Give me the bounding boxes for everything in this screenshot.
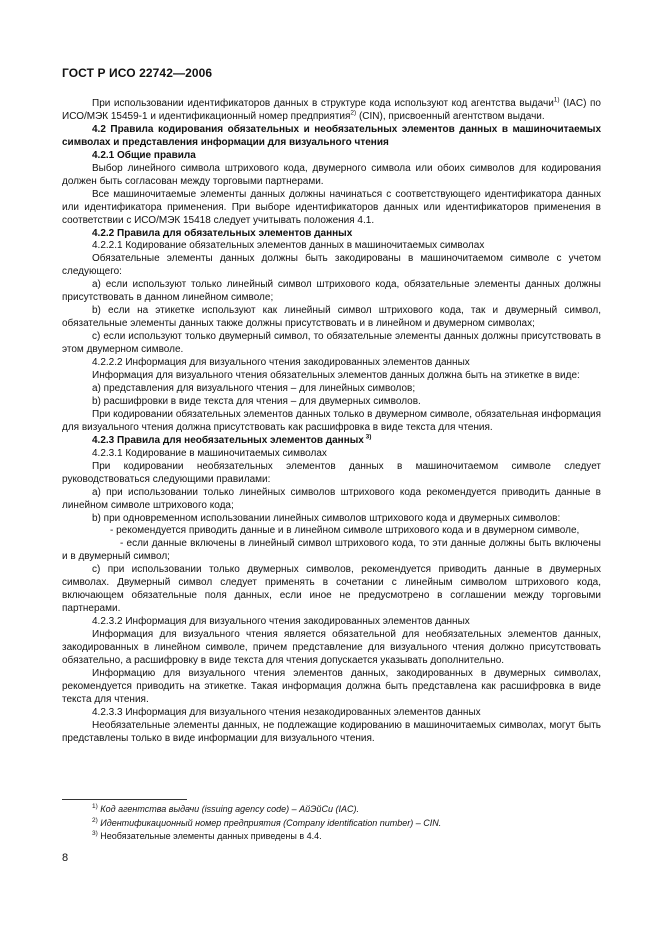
paragraph: [62, 370, 601, 383]
paragraph: [62, 305, 601, 331]
paragraph-text: (CIN), присвоенный агентством выдачи.: [356, 110, 545, 122]
paragraph: [62, 513, 601, 526]
paragraph-text: 4.2.1 Общие правила: [92, 149, 196, 161]
paragraph-text: - если данные включены в линейный символ штрихового кода, то эти данные должны быть включены и в двумерный символ;: [62, 538, 601, 563]
paragraph: [62, 163, 601, 189]
section-heading: [62, 228, 601, 241]
section-heading: [62, 124, 601, 150]
footnote: [92, 817, 441, 831]
paragraph-text: При кодировании обязательных элементов данных только в двумерном символе, обязательная информация для визуального чтения должна присутствовать как расшифровка в виде текста для чтения.: [62, 408, 601, 433]
footnote-ref: 2): [350, 109, 357, 117]
paragraph-text: 4.2.2.2 Информация для визуального чтения закодированных элементов данных: [92, 357, 470, 369]
paragraph: [62, 720, 601, 746]
paragraph: [62, 616, 601, 629]
section-heading: [62, 150, 601, 163]
paragraph: [62, 357, 601, 370]
paragraph-text: с) если используют только двумерный символ, то обязательные элементы данных должны присутствовать в этом двумерном символе.: [62, 331, 601, 356]
paragraph: [62, 487, 601, 513]
paragraph: [62, 253, 601, 279]
footnote: [92, 830, 441, 844]
paragraph-text: b) расшифровки в виде текста для чтения – для двумерных символов.: [92, 395, 421, 407]
paragraph: [62, 383, 601, 396]
paragraph: [62, 189, 601, 228]
paragraph-text: При кодировании необязательных элементов данных в машиночитаемом символе следует руководствоваться следующими правилами:: [62, 460, 601, 485]
paragraph: [62, 279, 601, 305]
paragraph-text: Обязательные элементы данных должны быть закодированы в машиночитаемом символе с учетом следующего:: [62, 253, 601, 278]
paragraph-text: Все машиночитаемые элементы данных должны начинаться с соответствующего идентификатора данных или идентификатора применения. При выборе идентификаторов данных или идентификаторов применения в соответствии с ИСО/МЭК 15418 следует учитывать положения 4.1.: [62, 188, 601, 226]
paragraph-text: 4.2.3.3 Информация для визуального чтения незакодированных элементов данных: [92, 706, 481, 718]
footnote-mark: 3): [92, 830, 98, 837]
paragraph-text: - рекомендуется приводить данные и в линейном символе штрихового кода и в двумерном символе,: [110, 525, 580, 537]
page-number: 8: [62, 852, 69, 864]
paragraph-text: 4.2.3.2 Информация для визуального чтения закодированных элементов данных: [92, 616, 470, 628]
paragraph: [62, 240, 601, 253]
paragraph-text: а) при использовании только линейных символов штрихового кода рекомендуется приводить данные в линейном символе штрихового кода;: [62, 486, 601, 511]
paragraph-text: b) при одновременном использовании линейных символов штрихового кода и двумерных символов:: [92, 512, 561, 524]
document-body: [62, 98, 601, 746]
paragraph-text: Выбор линейного символа штрихового кода, двумерного символа или обоих символов для кодирования должен быть согласован между торговыми партнерами.: [62, 162, 601, 187]
paragraph-text: При использовании идентификаторов данных в структуре кода используют код агентства выдачи: [92, 98, 554, 109]
footnote-mark: 1): [92, 803, 98, 810]
paragraph: [62, 538, 601, 564]
paragraph: [62, 564, 601, 616]
footnote-mark: 2): [92, 816, 98, 824]
paragraph: [62, 707, 601, 720]
paragraph: [62, 629, 601, 668]
footnote-ref: 1): [553, 96, 560, 104]
paragraph-text: 4.2.2.1 Кодирование обязательных элементов данных в машиночитаемых символах: [92, 240, 485, 252]
paragraph: [62, 668, 601, 707]
footnotes: [92, 803, 441, 844]
paragraph: [62, 396, 601, 409]
document-header: ГОСТ Р ИСО 22742—2006: [62, 66, 213, 80]
paragraph: [62, 525, 601, 538]
paragraph-text: (IAC) по ИСО/МЭК 15459-1 и идентификационный номер предприятия: [62, 98, 601, 122]
paragraph-text: 4.2.3.1 Кодирование в машиночитаемых символах: [92, 447, 327, 459]
section-heading: [62, 435, 601, 448]
paragraph: [62, 98, 601, 124]
paragraph: [62, 331, 601, 357]
paragraph: [62, 409, 601, 435]
paragraph-text: b) если на этикетке используют как линейный символ штрихового кода, так и двумерный символ, обязательные элементы данных также должны присутствовать и в линейном и двумерном символах;: [62, 305, 601, 330]
footnote-divider: [62, 799, 187, 800]
paragraph-text: а) если используют только линейный символ штрихового кода, обязательные элементы данных должны присутствовать в данном линейном символе;: [62, 279, 601, 304]
paragraph: [62, 448, 601, 461]
paragraph-text: с) при использовании только двумерных символов, рекомендуется приводить данные в двумерных символах. Двумерный символ следует применять в сочетании с линейным символом штрихового кода, включающем обязательные поля данных, если иное не предусмотрено в соглашении между торговыми партнерами.: [62, 564, 601, 615]
paragraph-text: Необязательные элементы данных, не подлежащие кодированию в машиночитаемых символах, могут быть представлены только в виде информации для визуального чтения.: [62, 719, 601, 744]
footnote-text: Код агентства выдачи (issuing agency code) – АйЭйСи (IAC).: [97, 804, 359, 814]
paragraph-text: 4.2.3 Правила для необязательных элементов данных: [92, 434, 364, 446]
paragraph-text: а) представления для визуального чтения – для линейных символов;: [92, 382, 416, 394]
paragraph-text: Информация для визуального чтения обязательных элементов данных должна быть на этикетке в виде:: [92, 370, 580, 382]
paragraph-text: Информация для визуального чтения является обязательной для необязательных элементов данных, закодированных в линейном символе, причем представление для визуального чтения должно присутствовать обязательно, а расшифровку в виде текста для чтения допускается указывать дополнительно.: [62, 629, 601, 666]
footnote-ref: 3): [363, 433, 372, 441]
footnote-text: Идентификационный номер предприятия (Company identification number) – CIN.: [97, 817, 442, 828]
paragraph-text: Информацию для визуального чтения элементов данных, закодированных в двумерных символах, рекомендуется приводить на этикетке. Такая информация должна быть представлена как расшифровка в виде текста для чтения.: [62, 667, 601, 705]
paragraph-text: 4.2 Правила кодирования обязательных и необязательных элементов данных в машиночитаемых символах и представления информации для визуального чтения: [62, 123, 601, 148]
footnote-text: Необязательные элементы данных приведены в 4.4.: [97, 831, 322, 841]
footnote: [92, 803, 441, 817]
paragraph: [62, 461, 601, 487]
paragraph-text: 4.2.2 Правила для обязательных элементов данных: [92, 227, 353, 239]
